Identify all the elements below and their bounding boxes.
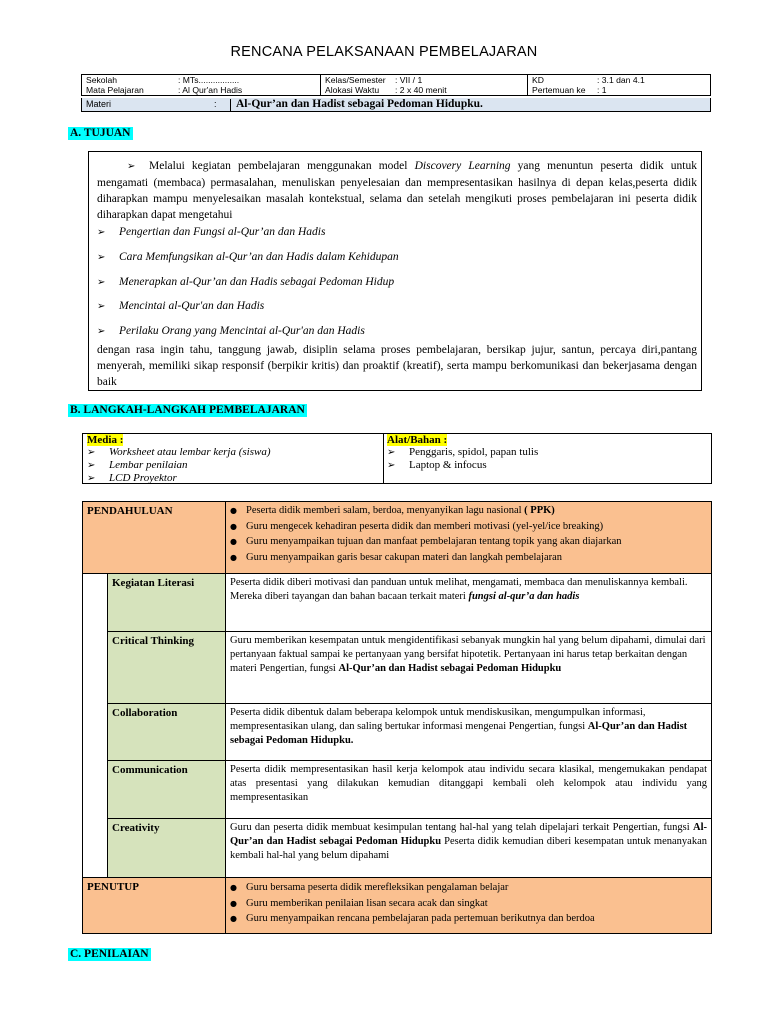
materi-label: Materi bbox=[86, 99, 112, 109]
media-label: Media : bbox=[87, 434, 124, 446]
tujuan-model: Discovery Learning bbox=[414, 160, 511, 172]
pertemuan-value: : 1 bbox=[597, 85, 607, 95]
arrowhead-bullet-icon: ➢ bbox=[127, 161, 136, 172]
kegiatan-bold: fungsi al-qur’a dan hadis bbox=[468, 591, 580, 602]
ppk-tag: ( PPK) bbox=[524, 505, 555, 516]
alat-item bbox=[383, 459, 711, 472]
kegiatan-text-cell bbox=[225, 818, 712, 878]
tujuan-item bbox=[97, 323, 697, 340]
kegiatan-label: Collaboration bbox=[112, 707, 178, 719]
arrowhead-bullet-icon: ➢ bbox=[97, 326, 106, 337]
kegiatan-bold: Al-Qur’an dan Hadist sebagai Pedoman Hidupku. bbox=[230, 721, 688, 746]
materi-colon: : bbox=[214, 99, 217, 109]
tujuan-item-text: Perilaku Orang yang Mencintai al-Qur'an dan Hadis bbox=[119, 325, 365, 337]
tujuan-item bbox=[97, 224, 697, 241]
pendahuluan-label-cell bbox=[82, 501, 226, 574]
materi-value: Al-Qur’an dan Hadist sebagai Pedoman Hidupku. bbox=[236, 98, 483, 110]
kd-label: KD bbox=[532, 75, 544, 85]
arrowhead-bullet-icon: ➢ bbox=[387, 447, 396, 458]
kegiatan-tail: Peserta didik kemudian diberi kesempatan untuk menanyakan kembali hal-hal yang belum dipahami bbox=[230, 836, 707, 861]
media-table bbox=[82, 433, 712, 484]
pendahuluan-item: ● Guru mengecek kehadiran peserta didik dan memberi motivasi (yel-yel/ice breaking) bbox=[246, 519, 711, 535]
kegiatan-label-cell bbox=[107, 703, 226, 761]
section-a-heading: A. TUJUAN bbox=[70, 127, 131, 139]
arrowhead-bullet-icon: ➢ bbox=[97, 227, 106, 238]
kegiatan-label-cell bbox=[107, 760, 226, 819]
alat-item-text: Laptop & infocus bbox=[409, 459, 487, 471]
arrowhead-bullet-icon: ➢ bbox=[97, 252, 106, 263]
kegiatan-label-cell bbox=[107, 818, 226, 878]
arrowhead-bullet-icon: ➢ bbox=[97, 301, 106, 312]
media-item bbox=[83, 446, 383, 459]
tujuan-box bbox=[88, 151, 702, 391]
media-item-text: Lembar penilaian bbox=[109, 459, 188, 471]
tujuan-item bbox=[97, 249, 697, 266]
arrowhead-bullet-icon: ➢ bbox=[87, 447, 96, 458]
kegiatan-label: Critical Thinking bbox=[112, 635, 195, 647]
kegiatan-bold: Al-Qur’an dan Hadist sebagai Pedoman Hidupku bbox=[230, 822, 707, 847]
pendahuluan-content-cell bbox=[225, 501, 712, 574]
alat-column bbox=[383, 434, 711, 483]
section-c-heading: C. PENILAIAN bbox=[70, 948, 149, 960]
penutup-label: PENUTUP bbox=[87, 881, 139, 893]
kegiatan-label-cell bbox=[107, 631, 226, 704]
tujuan-intro-a: Melalui kegiatan pembelajaran menggunakan model bbox=[149, 160, 415, 172]
mapel-label: Mata Pelajaran bbox=[86, 85, 144, 95]
tujuan-item-text: Cara Memfungsikan al-Qur’an dan Hadis dalam Kehidupan bbox=[119, 251, 399, 263]
tujuan-item bbox=[97, 298, 697, 315]
tujuan-item-text: Mencintai al-Qur'an dan Hadis bbox=[119, 300, 265, 312]
penutup-content-cell bbox=[225, 877, 712, 934]
pendahuluan-item: ● Guru menyampaikan tujuan dan manfaat pembelajaran tentang topik yang akan diajarkan bbox=[246, 534, 711, 550]
alokasi-value: : 2 x 40 menit bbox=[395, 85, 447, 95]
kegiatan-label: Creativity bbox=[112, 822, 160, 834]
header-info-table bbox=[81, 74, 711, 96]
media-item bbox=[83, 459, 383, 472]
kegiatan-label-cell bbox=[107, 573, 226, 632]
alat-item-text: Penggaris, spidol, papan tulis bbox=[409, 446, 539, 458]
kd-value: : 3.1 dan 4.1 bbox=[597, 75, 645, 85]
pendahuluan-item: ● Peserta didik memberi salam, berdoa, menyanyikan lagu nasional ( PPK) bbox=[246, 503, 711, 519]
pendahuluan-item: ● Guru menyampaikan garis besar cakupan materi dan langkah pembelajaran bbox=[246, 550, 711, 566]
kegiatan-text-cell bbox=[225, 760, 712, 819]
penutup-label-cell bbox=[82, 877, 226, 934]
kegiatan-bold: Al-Qur’an dan Hadist sebagai Pedoman Hidupku bbox=[338, 663, 562, 674]
kelas-value: : VII / 1 bbox=[395, 75, 423, 85]
kegiatan-spacer-cell bbox=[82, 573, 108, 878]
kegiatan-text: Guru memberikan kesempatan untuk mengidentifikasi sebanyak mungkin hal yang belum dipahami, dimulai dari pertanyaan faktual sampai ke pertanyaan yang bersifat hipotetik. Pertanyaan ini harus tetap berkaitan dengan materi Pengertian, fungsi bbox=[230, 635, 706, 674]
media-column bbox=[83, 434, 384, 483]
document-title: RENCANA PELAKSANAAN PEMBELAJARAN bbox=[230, 44, 538, 60]
materi-separator bbox=[230, 99, 231, 111]
alat-label: Alat/Bahan : bbox=[387, 434, 448, 446]
materi-row bbox=[81, 98, 711, 112]
kegiatan-text-cell bbox=[225, 631, 712, 704]
sekolah-label: Sekolah bbox=[86, 75, 118, 85]
kegiatan-text: Guru dan peserta didik membuat kesimpulan tentang hal-hal yang telah dipelajari terkait Pengertian, fungsi bbox=[230, 822, 693, 833]
kegiatan-label: Communication bbox=[112, 764, 188, 776]
kd-cell bbox=[528, 75, 711, 96]
class-cell bbox=[321, 75, 528, 96]
tujuan-intro-b: yang menuntun peserta didik untuk mengamati (membaca) permasalahan, menuliskan penyelesaian dan mempresentasikan hasilnya di depan kelas,peserta didik diharapkan mampu menyelesaikan masalah kontekstual, selama dan setelah mengikuti proses pembelajaran ini peserta didik diharapkan dapat mengetahui bbox=[97, 160, 697, 221]
kegiatan-label: Kegiatan Literasi bbox=[112, 577, 195, 589]
media-item-text: Worksheet atau lembar kerja (siswa) bbox=[109, 446, 271, 458]
pertemuan-label: Pertemuan ke bbox=[532, 85, 586, 95]
media-item bbox=[83, 472, 383, 485]
arrowhead-bullet-icon: ➢ bbox=[97, 277, 106, 288]
pendahuluan-label: PENDAHULUAN bbox=[87, 505, 173, 517]
tujuan-item-text: Menerapkan al-Qur’an dan Hadis sebagai Pedoman Hidup bbox=[119, 276, 395, 288]
penutup-item: ● Guru memberikan penilaian lisan secara acak dan singkat bbox=[246, 896, 711, 912]
kegiatan-text: Peserta didik diberi motivasi dan panduan untuk melihat, mengamati, membaca dan menuliskannya kembali. Mereka diberi tayangan dan bahan bacaan terkait materi bbox=[230, 577, 688, 602]
tujuan-item bbox=[97, 274, 697, 291]
alokasi-label: Alokasi Waktu bbox=[325, 85, 380, 95]
arrowhead-bullet-icon: ➢ bbox=[87, 460, 96, 471]
kegiatan-text: Peserta didik dibentuk dalam beberapa kelompok untuk mendiskusikan, mengumpulkan informasi, mempresentasikan ulang, dan saling bertukar informasi mengenai Pengertian, fungsi bbox=[230, 707, 646, 732]
kelas-label: Kelas/Semester bbox=[325, 75, 386, 85]
kegiatan-text: Peserta didik mempresentasikan hasil kerja kelompok atau individu secara klasikal, mengemukakan pendapat atas presentasi yang dilakukan kemudian ditanggapi kembali oleh kelompok atau individu yang mempresentasikan bbox=[230, 764, 707, 803]
arrowhead-bullet-icon: ➢ bbox=[87, 473, 96, 484]
kegiatan-text-cell bbox=[225, 703, 712, 761]
kegiatan-text-cell bbox=[225, 573, 712, 632]
tujuan-intro bbox=[97, 158, 697, 223]
mapel-value: : Al Qur'an Hadis bbox=[178, 85, 243, 95]
tujuan-closing: dengan rasa ingin tahu, tanggung jawab, disiplin selama proses pembelajaran, bersikap jujur, santun, percaya diri,pantang menyerah, memiliki sikap responsif (berpikir kritis) dan proaktif (kreatif), serta mampu berkomunikasi dan bekerjasama dengan baik bbox=[97, 344, 697, 388]
alat-item bbox=[383, 446, 711, 459]
sekolah-value: : MTs................. bbox=[178, 75, 240, 85]
arrowhead-bullet-icon: ➢ bbox=[387, 460, 396, 471]
media-item-text: LCD Proyektor bbox=[109, 472, 177, 484]
penutup-item: ● Guru menyampaikan rencana pembelajaran pada pertemuan berikutnya dan berdoa bbox=[246, 911, 711, 927]
tujuan-item-text: Pengertian dan Fungsi al-Qur’an dan Hadis bbox=[119, 226, 326, 238]
penutup-item: ● Guru bersama peserta didik merefleksikan pengalaman belajar bbox=[246, 880, 711, 896]
section-b-heading: B. LANGKAH-LANGKAH PEMBELAJARAN bbox=[70, 404, 305, 416]
school-cell bbox=[82, 75, 321, 96]
